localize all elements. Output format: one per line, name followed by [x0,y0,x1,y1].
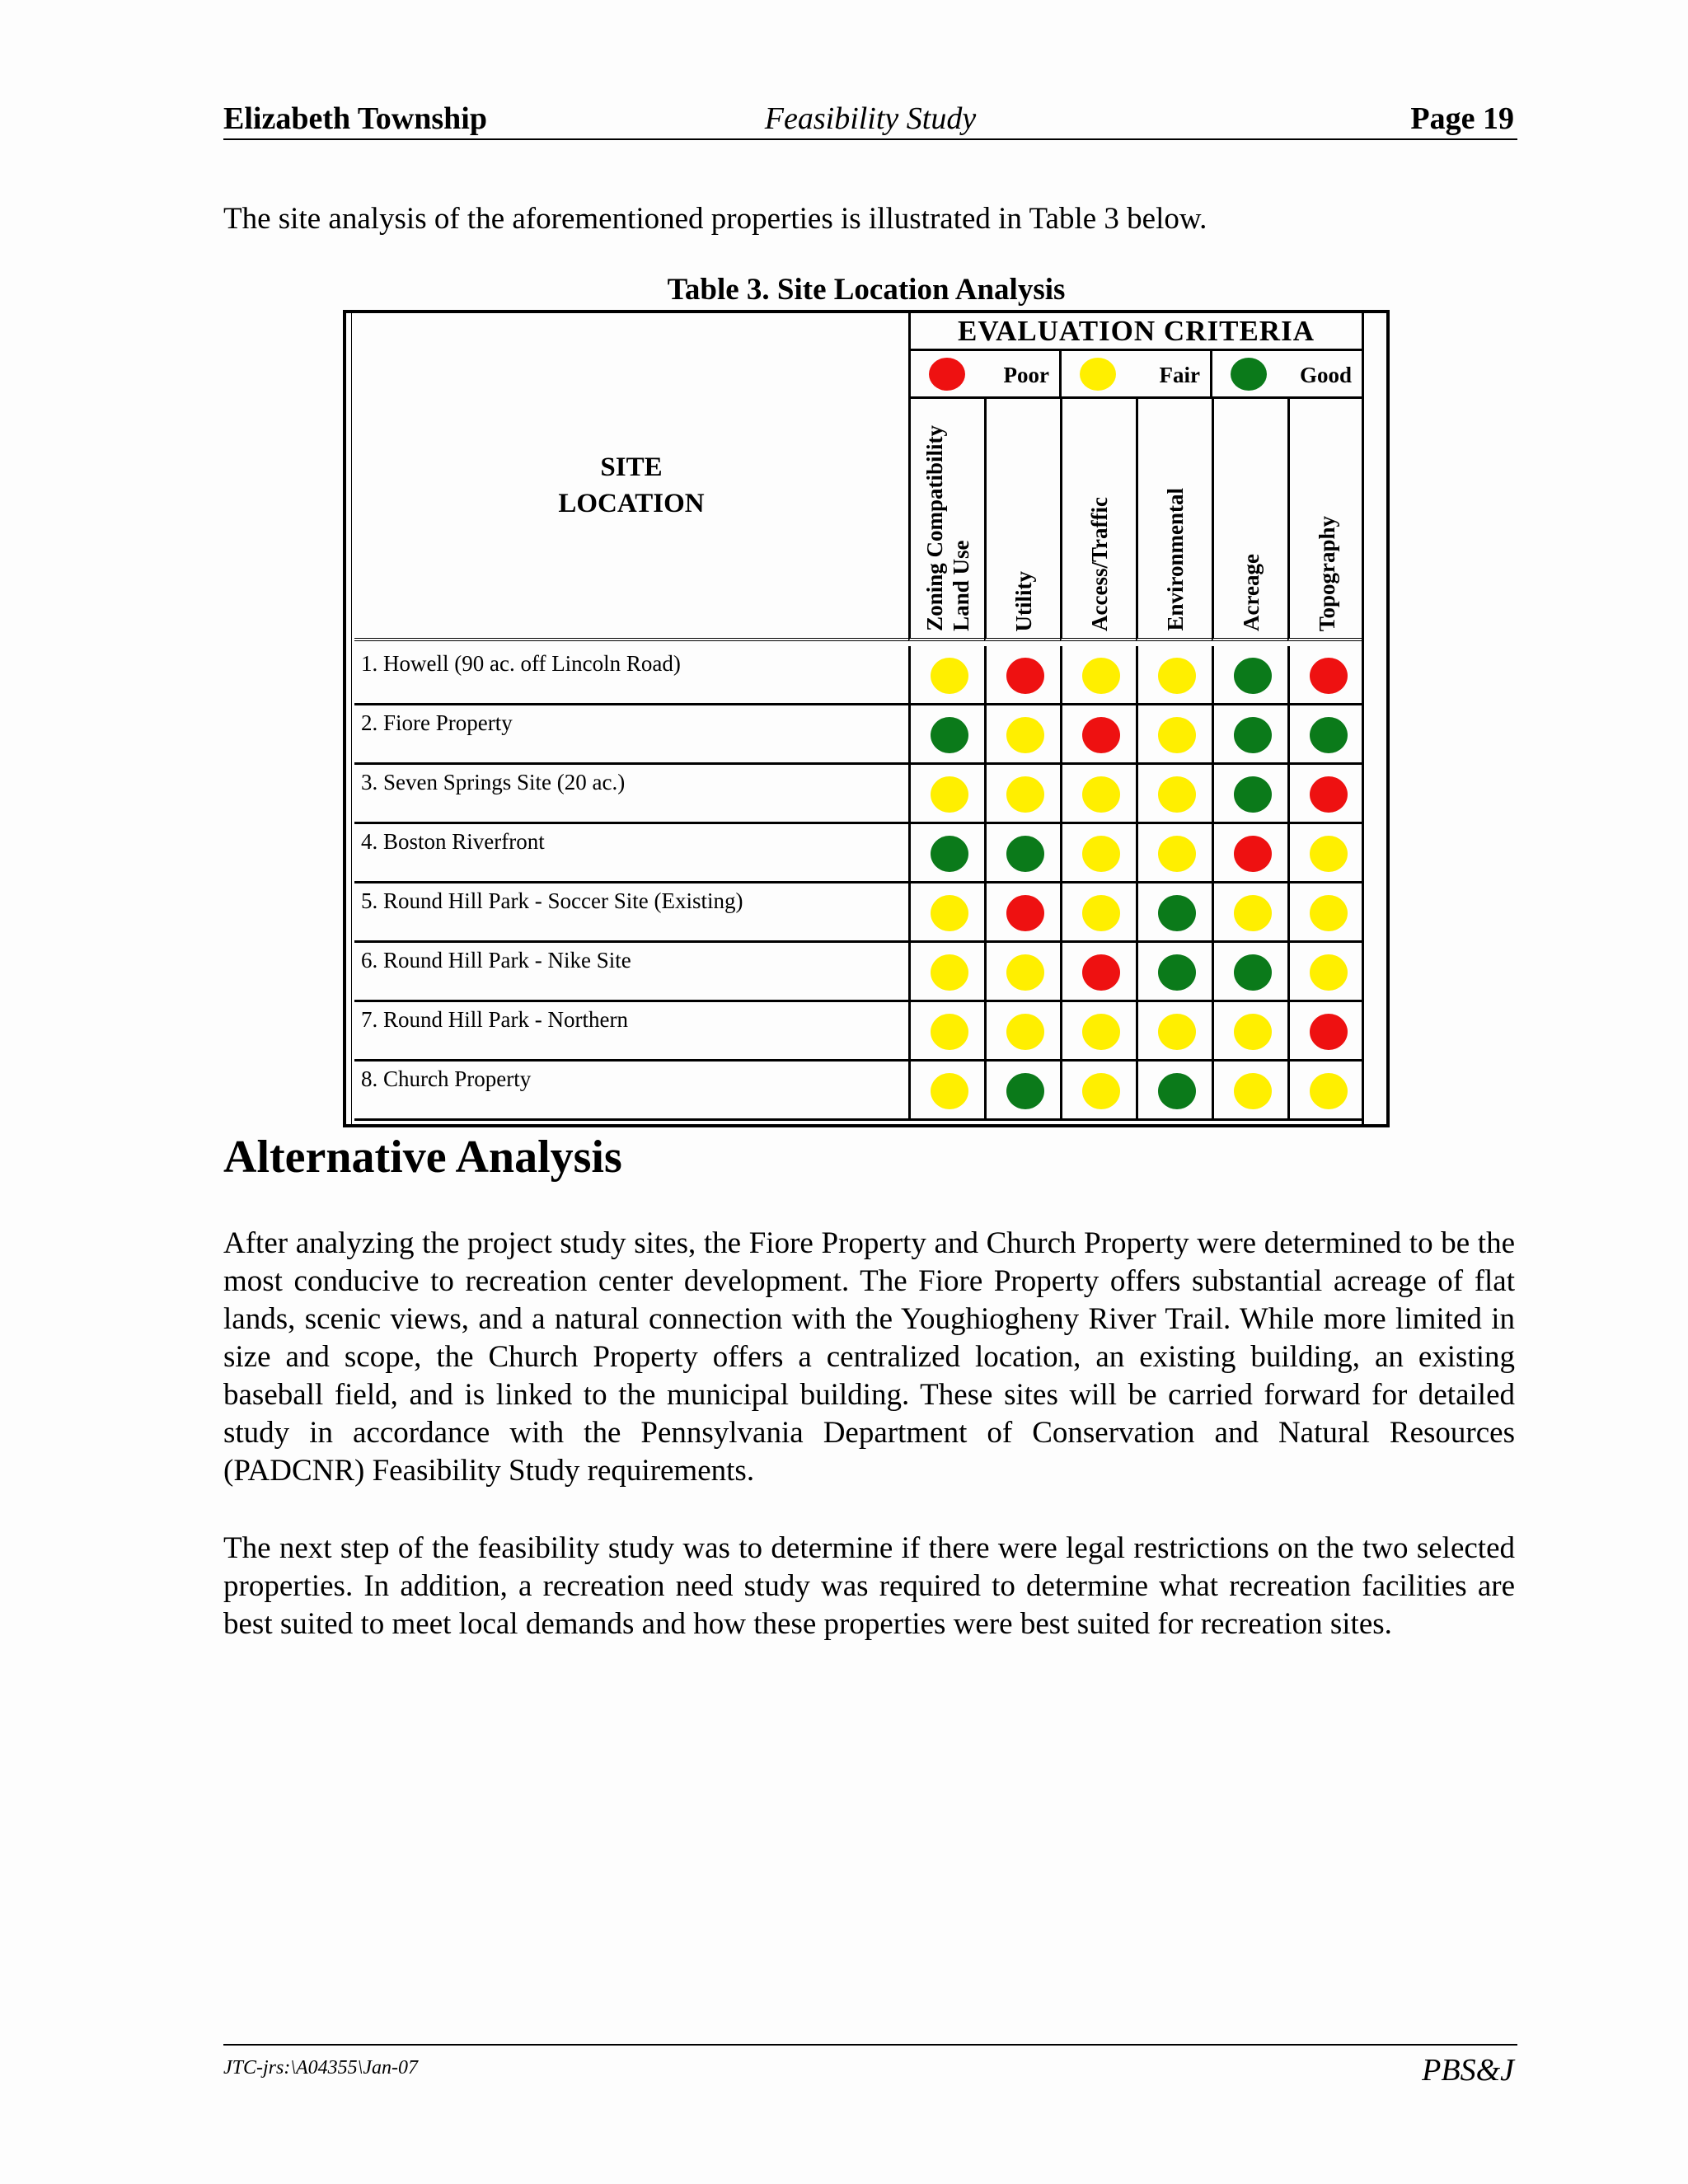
site-name: 6. Round Hill Park - Nike Site [361,948,631,972]
rating-dot-fair [1082,658,1120,694]
rating-dot-fair [1158,717,1196,753]
rating-dot-good [1234,954,1272,991]
rating-cell-acreage [1212,943,1287,1000]
rating-dot-fair [1082,836,1120,872]
footer-company: PBS&J [1422,2053,1514,2088]
criteria-label-line1: Environmental [1162,488,1188,631]
rating-dot-good [1234,776,1272,813]
rating-dot-fair [1082,1073,1120,1109]
legend-poor [908,351,1059,399]
legend-poor-dot [929,358,965,391]
rating-cell-utility [984,883,1060,940]
rating-cell-acreage [1212,883,1287,940]
rating-cell-topography [1287,646,1363,703]
site-name: 7. Round Hill Park - Northern [361,1007,628,1032]
site-name: 8. Church Property [361,1066,532,1091]
rating-dot-fair [1234,1014,1272,1050]
rating-dot-fair [1234,895,1272,931]
rating-dot-fair [1310,1073,1348,1109]
page-footer [223,2044,1517,2087]
footer-file-reference: JTC-jrs:\A04355\Jan-07 [223,2057,418,2079]
legend-good [1210,351,1362,399]
criteria-label-line1: Utility [1010,570,1036,631]
rating-dot-poor [1310,1014,1348,1050]
rating-dot-fair [931,1014,968,1050]
rating-dot-good [1310,717,1348,753]
rating-cell-topography [1287,1002,1363,1059]
rating-cell-environmental [1136,765,1212,822]
rating-cell-acreage [1212,705,1287,762]
rating-cell-zoning-compatibility [908,1062,984,1118]
rating-cell-utility [984,1002,1060,1059]
rating-dot-poor [1310,776,1348,813]
rating-dot-fair [1310,954,1348,991]
criteria-label-line1: Topography [1314,515,1339,631]
rating-cell-acreage [1212,1002,1287,1059]
rating-dot-fair [931,895,968,931]
legend-good-label: Good [1299,363,1352,387]
rating-cell-topography [1287,824,1363,881]
rating-cell-access-traffic [1060,705,1136,762]
rating-dot-fair [1310,836,1348,872]
rating-cell-utility [984,646,1060,703]
rating-dot-fair [1158,836,1196,872]
rating-dot-good [1234,717,1272,753]
rating-dot-good [1006,836,1044,872]
site-heading-line2: LOCATION [558,489,705,518]
rating-dot-fair [1006,954,1044,991]
site-location-analysis-table [343,310,1390,1127]
criteria-label-line1: Zoning Compatibility [921,425,947,631]
rating-dot-fair [1082,776,1120,813]
site-heading-line1: SITE [600,452,663,482]
rating-cell-topography [1287,943,1363,1000]
rating-dot-good [931,717,968,753]
rating-cell-access-traffic [1060,646,1136,703]
rating-dot-poor [1006,895,1044,931]
rating-dot-fair [1006,717,1044,753]
criteria-header-access-traffic [1060,399,1136,641]
criteria-label-line1: Acreage [1238,554,1264,631]
rating-dot-fair [1310,895,1348,931]
site-name: 1. Howell (90 ac. off Lincoln Road) [361,651,681,676]
rating-cell-zoning-compatibility [908,765,984,822]
rating-dot-poor [1082,717,1120,753]
rating-cell-utility [984,943,1060,1000]
site-name: 4. Boston Riverfront [361,829,545,854]
criteria-header-label [1086,497,1113,631]
table-row [354,883,1362,943]
rating-dot-good [1006,1073,1044,1109]
rating-cell-acreage [1212,824,1287,881]
paragraph-next-step: The next step of the feasibility study was to determine if there were legal restrictions on the two selected properties. In addition, a recreation need study was required to determine what recreation facilities are best suited to meet local demands and how these properties were best suited for recreation sites. [223,1531,1515,1641]
table-row [354,824,1362,883]
rating-dot-fair [1082,1014,1120,1050]
criteria-header-environmental [1136,399,1212,641]
evaluation-criteria-header: EVALUATION CRITERIA [908,313,1362,351]
criteria-header-label [1010,571,1037,632]
rating-cell-utility [984,824,1060,881]
criteria-label-line2: Land Use [948,540,973,631]
criteria-header-acreage [1212,399,1287,641]
rating-dot-fair [1158,658,1196,694]
rating-cell-zoning-compatibility [908,943,984,1000]
rating-cell-utility [984,1062,1060,1118]
rating-cell-environmental [1136,824,1212,881]
header-document-title: Feasibility Study [764,101,977,136]
criteria-header-label [1238,554,1264,631]
table-row [354,1062,1362,1121]
rating-cell-access-traffic [1060,824,1136,881]
rating-cell-zoning-compatibility [908,705,984,762]
legend-fair-dot [1080,358,1116,391]
rating-cell-environmental [1136,883,1212,940]
rating-dot-poor [1310,658,1348,694]
rating-dot-fair [931,776,968,813]
rating-cell-zoning-compatibility [908,824,984,881]
rating-dot-fair [1158,1014,1196,1050]
site-name: 5. Round Hill Park - Soccer Site (Existing) [361,888,743,913]
rating-dot-fair [931,658,968,694]
rating-dot-fair [1234,1073,1272,1109]
legend-poor-label: Poor [1003,363,1049,387]
page-header [223,97,1517,140]
rating-dot-poor [1234,836,1272,872]
criteria-header-utility [984,399,1060,641]
rating-dot-fair [931,1073,968,1109]
rating-cell-topography [1287,883,1363,940]
criteria-header-zoning-compatibility [908,399,984,641]
rating-dot-fair [931,954,968,991]
rating-cell-access-traffic [1060,943,1136,1000]
rating-cell-topography [1287,705,1363,762]
criteria-header-topography [1287,399,1363,641]
rating-dot-fair [1006,1014,1044,1050]
rating-cell-access-traffic [1060,765,1136,822]
rating-dot-fair [1082,895,1120,931]
site-name: 3. Seven Springs Site (20 ac.) [361,770,626,794]
rating-cell-environmental [1136,705,1212,762]
criteria-header-label [1162,488,1189,631]
legend-good-dot [1231,358,1267,391]
table-caption: Table 3. Site Location Analysis [667,273,1066,307]
header-page-number: Page 19 [1410,101,1514,136]
rating-dot-good [1158,895,1196,931]
intro-paragraph: The site analysis of the aforementioned properties is illustrated in Table 3 below. [223,202,1207,236]
rating-dot-good [1158,954,1196,991]
criteria-label-line1: Access/Traffic [1086,497,1112,631]
site-location-header [354,313,908,641]
rating-cell-acreage [1212,765,1287,822]
site-name: 2. Fiore Property [361,710,513,735]
rating-cell-utility [984,765,1060,822]
criteria-header-label [921,425,974,631]
rating-cell-environmental [1136,943,1212,1000]
rating-cell-acreage [1212,646,1287,703]
table-row [354,646,1362,705]
header-organization: Elizabeth Township [223,101,487,136]
rating-cell-zoning-compatibility [908,1002,984,1059]
section-title: Alternative Analysis [223,1132,622,1183]
rating-dot-fair [1006,776,1044,813]
criteria-header-label [1314,516,1340,631]
table-row [354,705,1362,765]
table-row [354,1002,1362,1062]
rating-cell-access-traffic [1060,1062,1136,1118]
rating-cell-zoning-compatibility [908,646,984,703]
legend-fair [1059,351,1210,399]
rating-dot-good [931,836,968,872]
rating-dot-poor [1006,658,1044,694]
rating-cell-environmental [1136,1062,1212,1118]
rating-cell-topography [1287,765,1363,822]
rating-dot-fair [1158,776,1196,813]
legend-fair-label: Fair [1159,363,1200,387]
rating-cell-environmental [1136,1002,1212,1059]
rating-cell-zoning-compatibility [908,883,984,940]
rating-dot-good [1234,658,1272,694]
rating-cell-access-traffic [1060,883,1136,940]
rating-dot-good [1158,1073,1196,1109]
rating-cell-topography [1287,1062,1363,1118]
rating-dot-poor [1082,954,1120,991]
rating-cell-utility [984,705,1060,762]
rating-cell-environmental [1136,646,1212,703]
paragraph-alternative-analysis: After analyzing the project study sites, the Fiore Property and Church Property were determined to be the most conducive to recreation center development. The Fiore Property offers substantial acreage of flat lands, scenic views, and a natural connection with the Youghiogheny River Trail. While more limited in size and scope, the Church Property offers a centralized location, an existing building, an existing baseball field, and is linked to the municipal building. These sites will be carried forward for detailed study in accordance with the Pennsylvania Department of Conservation and Natural Resources (PADCNR) Feasibility Study requirements. [223,1226,1515,1488]
rating-cell-access-traffic [1060,1002,1136,1059]
rating-cell-acreage [1212,1062,1287,1118]
table-row [354,765,1362,824]
table-row [354,943,1362,1002]
